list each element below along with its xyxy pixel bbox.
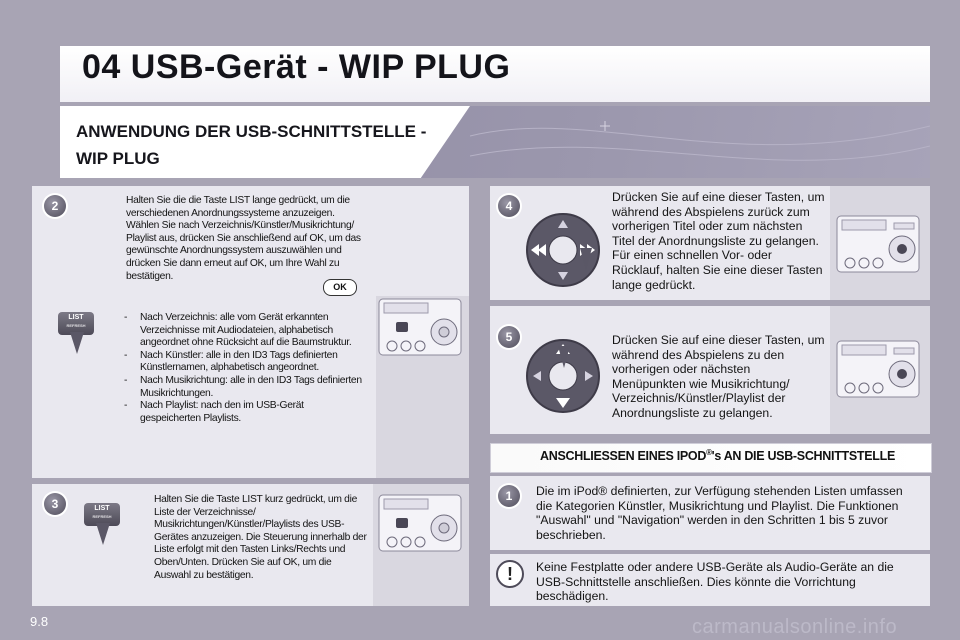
list-button-label: LIST xyxy=(68,314,84,321)
warning-icon: ! xyxy=(496,560,524,588)
press-arrow-icon xyxy=(68,332,86,354)
radio-unit-icon xyxy=(836,340,920,398)
section-title-line1: ANWENDUNG DER USB-SCHNITTSTELLE - xyxy=(76,122,427,141)
press-arrow-icon xyxy=(94,523,112,545)
step-3-badge: 3 xyxy=(44,493,66,515)
list-item: - Nach Künstler: alle in den ID3 Tags definierten Künstlernamen, alphabetisch angeordnet. xyxy=(118,350,366,375)
step-4-text: Drücken Sie auf eine dieser Tasten, um während des Abspielens zurück zum vorherigen Titel oder zum nächsten Titel der Anordnungsliste zu gelangen. Für einen schnellen Vor- oder Rücklauf, halten Sie eine dieser Tasten lange gedrückt. xyxy=(612,190,825,292)
step-2-intro-text: Halten Sie die die Taste LIST lange gedrückt, um die verschiedenen Anordnungssysteme anzuzeigen. Wählen Sie nach Verzeichnis/Künstler/Musikrichtung/ Playlist aus, drücken Sie anschließend auf OK, um das gewünschte Anordnungssystem auszuwählen und drücken Sie dann erneut auf OK, um Ihre Wahl zu bestätigen. xyxy=(126,195,361,282)
radio-unit-icon xyxy=(378,494,462,552)
ipod-text: Die im iPod® definierten, zur Verfügung stehenden Listen umfassen die Kategorien Künstler, Musikrichtung und Playlist. Die Funktionen "Auswahl" und "Navigation" werden in den Schritten 1 bis 5 zuvor beschrieben. xyxy=(536,484,903,542)
radio-unit-icon xyxy=(836,215,920,273)
step-3-text: Halten Sie die Taste LIST kurz gedrückt, um die Liste der Verzeichnisse/ Musikrichtungen/Künstler/Playlists des USB-Gerätes anzuzeigen. Die Steuerung innerhalb der Liste erfolgt mit den Tasten Links/Rechts und Oben/Unten. Drücken Sie auf OK, um die Auswahl zu bestätigen. xyxy=(154,494,367,581)
ipod-section-title xyxy=(540,448,895,463)
page-title: 04 USB-Gerät - WIP PLUG xyxy=(82,48,511,86)
decorative-curves xyxy=(470,106,930,178)
step-2-badge: 2 xyxy=(44,195,66,217)
ipod-step-badge: 1 xyxy=(498,485,520,507)
list-item: - Nach Musikrichtung: alle in den ID3 Tags definierten Musikrichtungen. xyxy=(118,375,366,400)
step-5-text: Drücken Sie auf eine dieser Tasten, um während des Abspielens zu den vorherigen oder nächsten Menüpunkten wie Musikrichtung/ Verzeichnis/Künstler/Playlist der Anordnungsliste zu gelangen. xyxy=(612,333,825,420)
list-button-label: LIST xyxy=(94,505,110,512)
watermark: carmanualsonline.info xyxy=(692,616,898,638)
warning-text: Keine Festplatte oder andere USB-Geräte als Audio-Geräte an die USB-Schnittstelle anschließen. Dies könnte die Vorrichtung beschädigen. xyxy=(536,560,894,604)
step-4-badge: 4 xyxy=(498,195,520,217)
ipod-title-post: 's AN DIE USB-SCHNITTSTELLE xyxy=(711,449,895,464)
ipod-title-pre: ANSCHLIESSEN EINES IPOD xyxy=(540,449,707,464)
section-title-line2: WIP PLUG xyxy=(76,149,160,168)
list-item: - Nach Playlist: nach den im USB-Gerät gespeicherten Playlists. xyxy=(118,400,366,425)
list-button-sublabel: REFRESH xyxy=(92,514,112,519)
press-arrow-icon xyxy=(556,346,572,368)
list-button-sublabel: REFRESH xyxy=(66,323,86,328)
ipod-title-registered: ® xyxy=(706,448,712,457)
press-arrow-icon xyxy=(578,248,594,270)
ok-button-illustration: OK xyxy=(323,279,357,296)
step-2-options-list xyxy=(118,312,366,425)
list-item: - Nach Verzeichnis: alle vom Gerät erkannten Verzeichnisse mit Audiodateien, alphabetisch angeordnet ohne Rücksicht auf die Baumstruktur. xyxy=(118,312,366,350)
page-number: 9.8 xyxy=(30,614,49,629)
section-title xyxy=(76,118,476,172)
radio-unit-icon xyxy=(378,298,462,356)
step-5-badge: 5 xyxy=(498,326,520,348)
